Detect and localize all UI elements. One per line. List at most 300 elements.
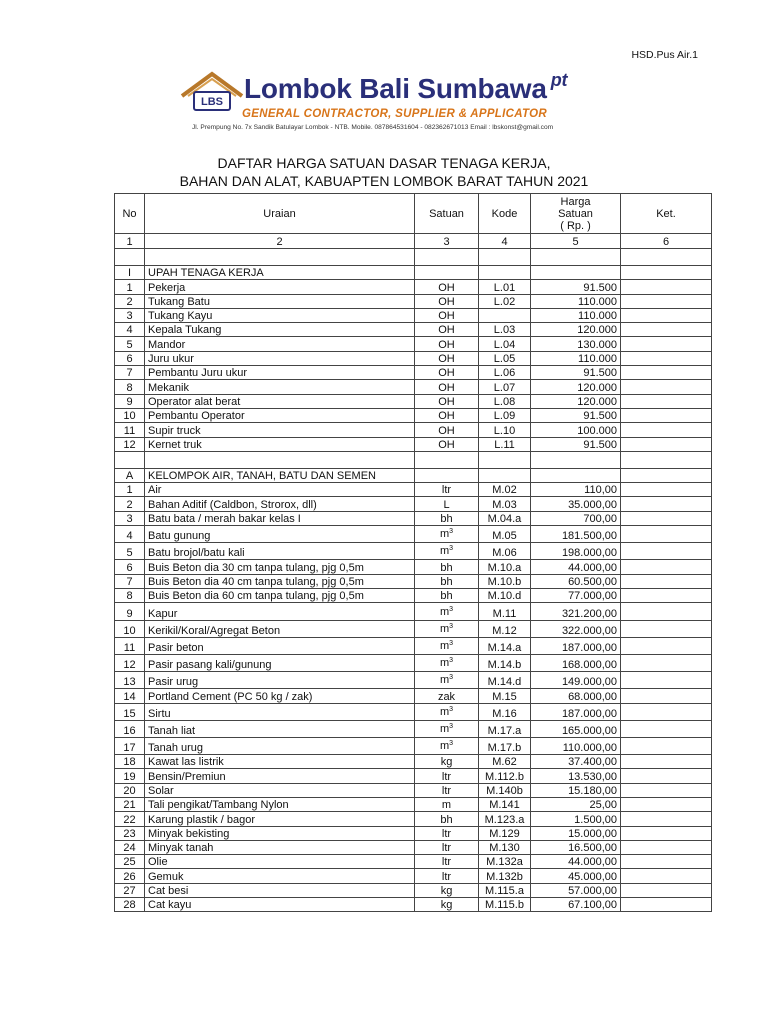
row-satuan bbox=[415, 654, 479, 671]
row-uraian: Mekanik bbox=[145, 380, 415, 394]
row-kode: M.129 bbox=[479, 826, 531, 840]
header-harga bbox=[531, 194, 621, 234]
row-uraian: Tukang Batu bbox=[145, 294, 415, 308]
company-logo bbox=[180, 70, 244, 114]
table-row bbox=[115, 294, 712, 308]
table-row bbox=[115, 511, 712, 525]
table-row bbox=[115, 574, 712, 588]
row-satuan bbox=[415, 323, 479, 337]
row-number: 11 bbox=[115, 423, 145, 437]
title-line-1: DAFTAR HARGA SATUAN DASAR TENAGA KERJA, bbox=[217, 155, 551, 171]
header-harga-line-1: Harga bbox=[560, 195, 591, 208]
row-number: 9 bbox=[115, 603, 145, 620]
row-ket bbox=[621, 654, 712, 671]
table-row bbox=[115, 769, 712, 783]
row-number: 18 bbox=[115, 755, 145, 769]
satuan-unit: OH bbox=[438, 338, 455, 351]
table-row bbox=[115, 755, 712, 769]
row-ket bbox=[621, 637, 712, 654]
row-number: 28 bbox=[115, 898, 145, 912]
row-harga: 110.000 bbox=[531, 294, 621, 308]
row-ket bbox=[621, 280, 712, 294]
company-tagline: GENERAL CONTRACTOR, SUPPLIER & APPLICATOR bbox=[242, 108, 547, 120]
row-uraian: Minyak bekisting bbox=[145, 826, 415, 840]
table-row bbox=[115, 280, 712, 294]
row-satuan bbox=[415, 483, 479, 497]
row-uraian: Kernet truk bbox=[145, 437, 415, 451]
empty-cell bbox=[531, 451, 621, 468]
row-uraian: Pasir urug bbox=[145, 672, 415, 689]
row-satuan bbox=[415, 366, 479, 380]
satuan-unit: m bbox=[439, 605, 450, 618]
empty-cell bbox=[479, 468, 531, 482]
row-satuan bbox=[415, 703, 479, 720]
table-row bbox=[115, 672, 712, 689]
row-ket bbox=[621, 755, 712, 769]
table-row bbox=[115, 560, 712, 574]
table-row bbox=[115, 703, 712, 720]
satuan-unit: OH bbox=[438, 324, 455, 337]
row-harga: 120.000 bbox=[531, 394, 621, 408]
empty-cell bbox=[415, 249, 479, 266]
satuan-unit: m bbox=[439, 705, 450, 718]
empty-cell bbox=[415, 451, 479, 468]
row-ket bbox=[621, 783, 712, 797]
row-harga: 110.000,00 bbox=[531, 737, 621, 754]
row-harga: 181.500,00 bbox=[531, 526, 621, 543]
table-row bbox=[115, 483, 712, 497]
satuan-exponent: 3 bbox=[449, 528, 454, 536]
row-ket bbox=[621, 526, 712, 543]
table-row bbox=[115, 869, 712, 883]
row-uraian: Tanah liat bbox=[145, 720, 415, 737]
column-number: 5 bbox=[531, 234, 621, 249]
satuan-unit: ltr bbox=[441, 770, 452, 783]
row-satuan bbox=[415, 783, 479, 797]
row-kode: M.10.d bbox=[479, 589, 531, 603]
table-row bbox=[115, 394, 712, 408]
table-row bbox=[115, 883, 712, 897]
row-number: 4 bbox=[115, 526, 145, 543]
satuan-unit: OH bbox=[438, 310, 455, 323]
row-ket bbox=[621, 337, 712, 351]
row-uraian: Mandor bbox=[145, 337, 415, 351]
row-harga: 91.500 bbox=[531, 408, 621, 422]
row-kode: M.17.a bbox=[479, 720, 531, 737]
row-number: 8 bbox=[115, 380, 145, 394]
row-number: 25 bbox=[115, 855, 145, 869]
row-number: 5 bbox=[115, 543, 145, 560]
row-harga: 130.000 bbox=[531, 337, 621, 351]
row-kode bbox=[479, 308, 531, 322]
row-harga: 91.500 bbox=[531, 280, 621, 294]
section-title: KELOMPOK AIR, TANAH, BATU DAN SEMEN bbox=[145, 468, 415, 482]
satuan-unit: OH bbox=[438, 281, 455, 294]
satuan-unit: zak bbox=[437, 690, 456, 703]
row-uraian: Cat kayu bbox=[145, 898, 415, 912]
satuan-exponent: 3 bbox=[449, 605, 454, 613]
table-row bbox=[115, 798, 712, 812]
row-satuan bbox=[415, 574, 479, 588]
row-harga: 110,00 bbox=[531, 483, 621, 497]
row-number: 27 bbox=[115, 883, 145, 897]
row-uraian: Olie bbox=[145, 855, 415, 869]
row-number: 2 bbox=[115, 294, 145, 308]
row-number: 1 bbox=[115, 483, 145, 497]
column-number: 4 bbox=[479, 234, 531, 249]
satuan-exponent: 3 bbox=[449, 639, 454, 647]
empty-cell bbox=[621, 266, 712, 280]
row-satuan bbox=[415, 737, 479, 754]
row-satuan bbox=[415, 720, 479, 737]
satuan-exponent: 3 bbox=[449, 740, 454, 748]
table-row bbox=[115, 437, 712, 451]
table-row bbox=[115, 589, 712, 603]
row-harga: 44.000,00 bbox=[531, 855, 621, 869]
row-satuan bbox=[415, 672, 479, 689]
row-kode: M.15 bbox=[479, 689, 531, 703]
row-number: 1 bbox=[115, 280, 145, 294]
table-row bbox=[115, 337, 712, 351]
row-harga: 1.500,00 bbox=[531, 812, 621, 826]
row-ket bbox=[621, 720, 712, 737]
row-ket bbox=[621, 589, 712, 603]
satuan-unit: ltr bbox=[441, 842, 452, 855]
empty-cell bbox=[115, 451, 145, 468]
row-ket bbox=[621, 869, 712, 883]
row-satuan bbox=[415, 869, 479, 883]
row-harga: 60.500,00 bbox=[531, 574, 621, 588]
row-satuan bbox=[415, 543, 479, 560]
price-table bbox=[114, 193, 712, 912]
title-line-2: BAHAN DAN ALAT, KABUAPTEN LOMBOK BARAT TAHUN 2021 bbox=[179, 173, 589, 189]
row-satuan bbox=[415, 755, 479, 769]
row-kode: M.14.b bbox=[479, 654, 531, 671]
row-harga: 13.530,00 bbox=[531, 769, 621, 783]
row-ket bbox=[621, 855, 712, 869]
row-satuan bbox=[415, 798, 479, 812]
table-row bbox=[115, 380, 712, 394]
row-number: 11 bbox=[115, 637, 145, 654]
row-ket bbox=[621, 366, 712, 380]
row-number: 19 bbox=[115, 769, 145, 783]
row-number: 9 bbox=[115, 394, 145, 408]
table-row bbox=[115, 654, 712, 671]
satuan-unit: ltr bbox=[441, 785, 452, 797]
row-harga: 110.000 bbox=[531, 308, 621, 322]
row-satuan bbox=[415, 689, 479, 703]
header-harga-line-3: ( Rp. ) bbox=[560, 219, 591, 232]
row-kode: M.112.b bbox=[479, 769, 531, 783]
row-number: 3 bbox=[115, 308, 145, 322]
empty-cell bbox=[479, 249, 531, 266]
satuan-unit: L bbox=[443, 498, 450, 511]
row-satuan bbox=[415, 423, 479, 437]
satuan-unit: OH bbox=[438, 367, 455, 380]
row-uraian: Kepala Tukang bbox=[145, 323, 415, 337]
row-harga: 35.000,00 bbox=[531, 497, 621, 511]
row-uraian: Karung plastik / bagor bbox=[145, 812, 415, 826]
satuan-unit: m bbox=[439, 722, 450, 735]
row-kode: M.06 bbox=[479, 543, 531, 560]
row-uraian: Bahan Aditif (Caldbon, Strorox, dll) bbox=[145, 497, 415, 511]
row-ket bbox=[621, 798, 712, 812]
document-code: HSD.Pus Air.1 bbox=[631, 49, 698, 61]
row-ket bbox=[621, 672, 712, 689]
row-harga: 44.000,00 bbox=[531, 560, 621, 574]
row-number: 4 bbox=[115, 323, 145, 337]
satuan-unit: m bbox=[439, 740, 450, 753]
row-ket bbox=[621, 394, 712, 408]
table-row bbox=[115, 855, 712, 869]
satuan-unit: m bbox=[439, 545, 450, 558]
row-harga: 37.400,00 bbox=[531, 755, 621, 769]
row-harga: 322.000,00 bbox=[531, 620, 621, 637]
table-row bbox=[115, 783, 712, 797]
row-harga: 165.000,00 bbox=[531, 720, 621, 737]
empty-cell bbox=[621, 451, 712, 468]
row-kode: M.132b bbox=[479, 869, 531, 883]
row-satuan bbox=[415, 380, 479, 394]
row-uraian: Pembantu Operator bbox=[145, 408, 415, 422]
empty-cell bbox=[531, 249, 621, 266]
document-title bbox=[0, 154, 768, 190]
table-row bbox=[115, 423, 712, 437]
row-uraian: Pasir beton bbox=[145, 637, 415, 654]
row-uraian: Solar bbox=[145, 783, 415, 797]
row-harga: 198.000,00 bbox=[531, 543, 621, 560]
row-uraian: Buis Beton dia 30 cm tanpa tulang, pjg 0,5m bbox=[145, 560, 415, 574]
row-number: 12 bbox=[115, 654, 145, 671]
section-row bbox=[115, 266, 712, 280]
row-number: 22 bbox=[115, 812, 145, 826]
row-number: 20 bbox=[115, 783, 145, 797]
table-row bbox=[115, 812, 712, 826]
row-ket bbox=[621, 883, 712, 897]
row-satuan bbox=[415, 337, 479, 351]
row-uraian: Buis Beton dia 40 cm tanpa tulang, pjg 0,5m bbox=[145, 574, 415, 588]
row-ket bbox=[621, 423, 712, 437]
satuan-unit: bh bbox=[440, 513, 453, 526]
row-kode: L.06 bbox=[479, 366, 531, 380]
satuan-unit: bh bbox=[440, 561, 453, 574]
section-number: A bbox=[115, 468, 145, 482]
row-kode: M.115.b bbox=[479, 898, 531, 912]
row-kode: M.130 bbox=[479, 840, 531, 854]
row-number: 7 bbox=[115, 366, 145, 380]
row-uraian: Kapur bbox=[145, 603, 415, 620]
row-kode: M.132a bbox=[479, 855, 531, 869]
row-harga: 15.000,00 bbox=[531, 826, 621, 840]
row-uraian: Portland Cement (PC 50 kg / zak) bbox=[145, 689, 415, 703]
row-uraian: Buis Beton dia 60 cm tanpa tulang, pjg 0,5m bbox=[145, 589, 415, 603]
row-kode: L.05 bbox=[479, 351, 531, 365]
empty-cell bbox=[115, 249, 145, 266]
row-ket bbox=[621, 898, 712, 912]
row-uraian: Juru ukur bbox=[145, 351, 415, 365]
row-ket bbox=[621, 574, 712, 588]
row-satuan bbox=[415, 603, 479, 620]
section-row bbox=[115, 468, 712, 482]
row-satuan bbox=[415, 840, 479, 854]
satuan-unit: OH bbox=[438, 395, 455, 408]
row-uraian: Pembantu Juru ukur bbox=[145, 366, 415, 380]
row-harga: 120.000 bbox=[531, 323, 621, 337]
table-header bbox=[115, 194, 712, 234]
row-harga: 25,00 bbox=[531, 798, 621, 812]
table-row bbox=[115, 497, 712, 511]
row-kode: M.10.b bbox=[479, 574, 531, 588]
satuan-unit: ltr bbox=[441, 484, 452, 497]
row-number: 16 bbox=[115, 720, 145, 737]
satuan-unit: m bbox=[439, 622, 450, 635]
row-satuan bbox=[415, 294, 479, 308]
row-kode: M.14.a bbox=[479, 637, 531, 654]
row-ket bbox=[621, 769, 712, 783]
row-satuan bbox=[415, 898, 479, 912]
satuan-unit: bh bbox=[440, 590, 453, 603]
table-row bbox=[115, 526, 712, 543]
row-ket bbox=[621, 689, 712, 703]
row-kode: M.16 bbox=[479, 703, 531, 720]
row-uraian: Tali pengikat/Tambang Nylon bbox=[145, 798, 415, 812]
table-row bbox=[115, 620, 712, 637]
row-kode: L.10 bbox=[479, 423, 531, 437]
row-uraian: Bensin/Premiun bbox=[145, 769, 415, 783]
row-satuan bbox=[415, 560, 479, 574]
satuan-exponent: 3 bbox=[449, 705, 454, 713]
row-kode: M.12 bbox=[479, 620, 531, 637]
letterhead bbox=[178, 68, 618, 136]
header-kode: Kode bbox=[479, 194, 531, 234]
satuan-unit: bh bbox=[440, 576, 453, 589]
table-row bbox=[115, 720, 712, 737]
row-satuan bbox=[415, 526, 479, 543]
row-ket bbox=[621, 294, 712, 308]
row-ket bbox=[621, 703, 712, 720]
row-number: 23 bbox=[115, 826, 145, 840]
row-harga: 149.000,00 bbox=[531, 672, 621, 689]
satuan-unit: ltr bbox=[441, 827, 452, 840]
row-uraian: Pasir pasang kali/gunung bbox=[145, 654, 415, 671]
header-ket: Ket. bbox=[621, 194, 712, 234]
satuan-unit: kg bbox=[440, 885, 453, 898]
satuan-unit: OH bbox=[438, 424, 455, 437]
row-number: 15 bbox=[115, 703, 145, 720]
table-row bbox=[115, 689, 712, 703]
table-row bbox=[115, 323, 712, 337]
row-ket bbox=[621, 620, 712, 637]
row-uraian: Cat besi bbox=[145, 883, 415, 897]
satuan-unit: m bbox=[439, 528, 450, 541]
row-uraian: Minyak tanah bbox=[145, 840, 415, 854]
satuan-unit: m bbox=[439, 657, 450, 670]
header-satuan: Satuan bbox=[415, 194, 479, 234]
satuan-exponent: 3 bbox=[449, 545, 454, 553]
row-kode: M.62 bbox=[479, 755, 531, 769]
table-row bbox=[115, 737, 712, 754]
row-number: 2 bbox=[115, 497, 145, 511]
row-uraian: Gemuk bbox=[145, 869, 415, 883]
table-row bbox=[115, 637, 712, 654]
row-kode: M.05 bbox=[479, 526, 531, 543]
company-name bbox=[244, 70, 568, 105]
empty-cell bbox=[145, 249, 415, 266]
row-ket bbox=[621, 826, 712, 840]
row-harga: 68.000,00 bbox=[531, 689, 621, 703]
row-number: 8 bbox=[115, 589, 145, 603]
row-uraian: Batu brojol/batu kali bbox=[145, 543, 415, 560]
row-satuan bbox=[415, 511, 479, 525]
row-ket bbox=[621, 351, 712, 365]
row-number: 17 bbox=[115, 737, 145, 754]
row-satuan bbox=[415, 620, 479, 637]
row-number: 14 bbox=[115, 689, 145, 703]
satuan-exponent: 3 bbox=[449, 722, 454, 730]
row-uraian: Kerikil/Koral/Agregat Beton bbox=[145, 620, 415, 637]
column-number: 3 bbox=[415, 234, 479, 249]
row-satuan bbox=[415, 394, 479, 408]
row-uraian: Sirtu bbox=[145, 703, 415, 720]
row-ket bbox=[621, 812, 712, 826]
row-satuan bbox=[415, 408, 479, 422]
column-number: 6 bbox=[621, 234, 712, 249]
row-uraian: Air bbox=[145, 483, 415, 497]
empty-cell bbox=[415, 266, 479, 280]
row-kode: M.17.b bbox=[479, 737, 531, 754]
spacer-row bbox=[115, 249, 712, 266]
row-uraian: Kawat las listrik bbox=[145, 755, 415, 769]
row-number: 3 bbox=[115, 511, 145, 525]
table-row bbox=[115, 603, 712, 620]
row-kode: M.04.a bbox=[479, 511, 531, 525]
company-name-text: Lombok Bali Sumbawa bbox=[244, 73, 547, 104]
empty-cell bbox=[479, 266, 531, 280]
row-number: 24 bbox=[115, 840, 145, 854]
empty-cell bbox=[415, 468, 479, 482]
satuan-unit: m bbox=[439, 639, 450, 652]
row-satuan bbox=[415, 826, 479, 840]
row-kode: L.04 bbox=[479, 337, 531, 351]
row-harga: 120.000 bbox=[531, 380, 621, 394]
row-kode: M.11 bbox=[479, 603, 531, 620]
row-uraian: Supir truck bbox=[145, 423, 415, 437]
row-uraian: Tukang Kayu bbox=[145, 308, 415, 322]
table-row bbox=[115, 366, 712, 380]
row-satuan bbox=[415, 855, 479, 869]
row-ket bbox=[621, 560, 712, 574]
row-ket bbox=[621, 437, 712, 451]
empty-cell bbox=[621, 468, 712, 482]
row-harga: 110.000 bbox=[531, 351, 621, 365]
row-satuan bbox=[415, 280, 479, 294]
column-number: 1 bbox=[115, 234, 145, 249]
row-harga: 91.500 bbox=[531, 437, 621, 451]
row-kode: M.115.a bbox=[479, 883, 531, 897]
row-number: 6 bbox=[115, 351, 145, 365]
table-row bbox=[115, 840, 712, 854]
row-kode: M.03 bbox=[479, 497, 531, 511]
logo-text: LBS bbox=[201, 96, 223, 108]
column-number: 2 bbox=[145, 234, 415, 249]
row-satuan bbox=[415, 883, 479, 897]
satuan-unit: OH bbox=[438, 381, 455, 394]
row-ket bbox=[621, 483, 712, 497]
header-harga-line-2: Satuan bbox=[558, 207, 593, 220]
row-ket bbox=[621, 543, 712, 560]
row-ket bbox=[621, 737, 712, 754]
row-kode: L.02 bbox=[479, 294, 531, 308]
